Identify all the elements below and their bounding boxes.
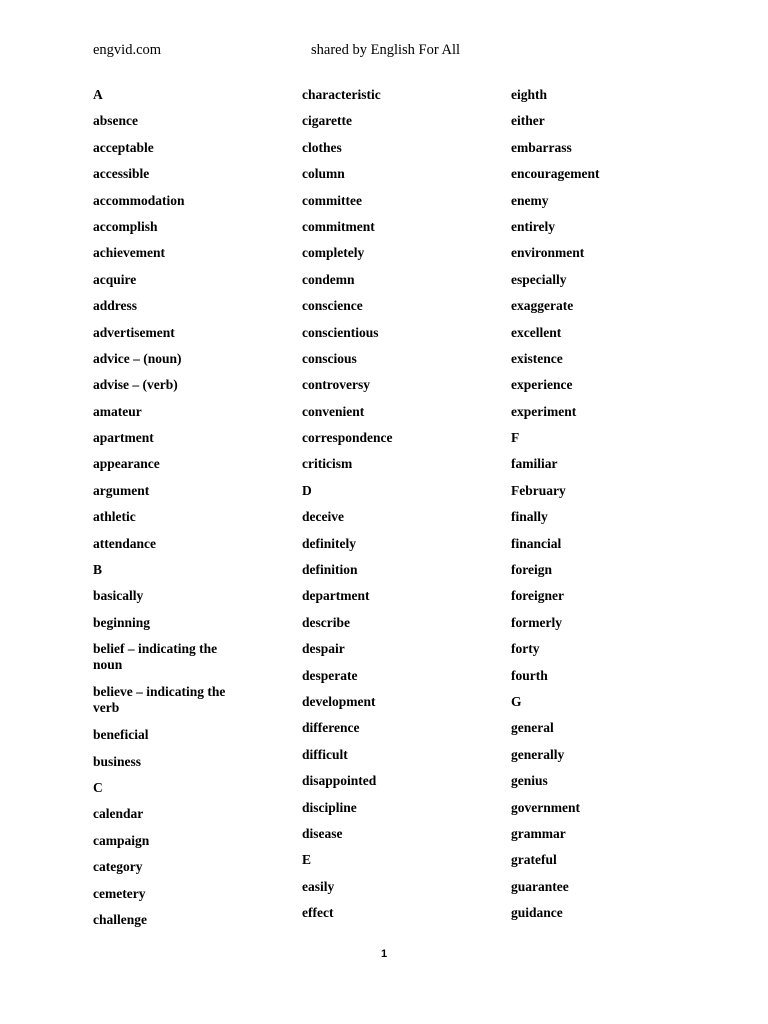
- word-item: finally: [511, 509, 548, 525]
- word-item: guarantee: [511, 878, 569, 894]
- word-item: easily: [302, 878, 335, 894]
- word-item: desperate: [302, 667, 358, 683]
- word-item: commitment: [302, 218, 375, 234]
- word-item: development: [302, 693, 376, 709]
- word-item: cigarette: [302, 113, 352, 129]
- word-item: deceive: [302, 509, 344, 525]
- word-item: existence: [511, 350, 563, 366]
- word-item: accommodation: [93, 192, 185, 208]
- word-item: grammar: [511, 825, 566, 841]
- word-item: definitely: [302, 535, 356, 551]
- word-item: environment: [511, 245, 585, 261]
- word-item: absence: [93, 113, 138, 129]
- word-item: describe: [302, 614, 350, 630]
- word-column-3: [511, 87, 711, 932]
- word-item: grateful: [511, 852, 557, 868]
- word-item: category: [93, 859, 143, 875]
- word-item: condemn: [302, 271, 355, 287]
- word-item: convenient: [302, 403, 365, 419]
- word-item: appearance: [93, 456, 160, 472]
- word-item: attendance: [93, 535, 156, 551]
- word-item: forty: [511, 641, 540, 657]
- word-item: basically: [93, 588, 144, 604]
- word-item: correspondence: [302, 430, 393, 446]
- page-number: 1: [380, 948, 388, 960]
- word-item: disappointed: [302, 773, 377, 789]
- word-item: February: [511, 482, 566, 498]
- word-column-1: [93, 87, 293, 938]
- word-item: committee: [302, 192, 362, 208]
- word-item: column: [302, 166, 345, 182]
- section-letter: G: [511, 693, 522, 709]
- word-item: believe – indicating the verb: [93, 684, 226, 716]
- section-letter: D: [302, 482, 312, 498]
- word-item: experiment: [511, 403, 577, 419]
- word-item: characteristic: [302, 87, 381, 102]
- word-item: acceptable: [93, 139, 154, 155]
- word-item: government: [511, 799, 580, 815]
- word-item: general: [511, 720, 554, 736]
- section-letter: F: [511, 430, 520, 446]
- word-item: athletic: [93, 509, 136, 525]
- word-item: controversy: [302, 377, 370, 393]
- word-item: genius: [511, 773, 548, 789]
- word-item: accomplish: [93, 218, 158, 234]
- word-item: experience: [511, 377, 573, 393]
- word-item: apartment: [93, 430, 154, 446]
- word-item: fourth: [511, 667, 548, 683]
- section-letter: A: [93, 87, 103, 102]
- word-item: address: [93, 298, 138, 314]
- word-item: conscientious: [302, 324, 379, 340]
- word-column-2: [302, 87, 502, 932]
- word-item: foreign: [511, 562, 552, 578]
- word-item: campaign: [93, 832, 150, 848]
- word-item: guidance: [511, 905, 563, 921]
- section-letter: E: [302, 852, 312, 868]
- word-item: effect: [302, 905, 334, 921]
- word-item: foreigner: [511, 588, 564, 604]
- word-item: discipline: [302, 799, 357, 815]
- word-item: cemetery: [93, 885, 146, 901]
- word-item: amateur: [93, 403, 142, 419]
- word-item: enemy: [511, 192, 549, 208]
- word-item: excellent: [511, 324, 562, 340]
- word-item: conscious: [302, 350, 357, 366]
- word-item: conscience: [302, 298, 363, 314]
- word-item: despair: [302, 641, 345, 657]
- word-item: formerly: [511, 614, 562, 630]
- word-item: business: [93, 753, 142, 769]
- word-item: especially: [511, 271, 567, 287]
- word-item: entirely: [511, 218, 555, 234]
- word-item: disease: [302, 825, 343, 841]
- word-item: difference: [302, 720, 360, 736]
- word-item: challenge: [93, 911, 147, 927]
- site-name: engvid.com: [93, 42, 162, 58]
- word-item: advise – (verb): [93, 377, 178, 393]
- word-item: completely: [302, 245, 365, 261]
- word-item: acquire: [93, 271, 137, 287]
- word-item: clothes: [302, 139, 342, 155]
- word-item: embarrass: [511, 139, 572, 155]
- section-letter: C: [93, 779, 103, 795]
- word-item: financial: [511, 535, 562, 551]
- word-item: exaggerate: [511, 298, 574, 314]
- word-item: achievement: [93, 245, 165, 261]
- word-item: belief – indicating the noun: [93, 641, 218, 673]
- word-item: familiar: [511, 456, 558, 472]
- word-item: generally: [511, 746, 565, 762]
- word-item: department: [302, 588, 370, 604]
- word-item: definition: [302, 562, 358, 578]
- section-letter: B: [93, 562, 103, 578]
- word-item: advertisement: [93, 324, 175, 340]
- shared-by-text: shared by English For All: [311, 42, 461, 58]
- word-item: encouragement: [511, 166, 600, 182]
- word-item: argument: [93, 482, 150, 498]
- word-item: beginning: [93, 614, 151, 630]
- word-item: eighth: [511, 87, 548, 102]
- word-item: advice – (noun): [93, 350, 182, 366]
- word-item: beneficial: [93, 727, 149, 743]
- word-item: criticism: [302, 456, 353, 472]
- word-item: accessible: [93, 166, 150, 182]
- page-header: [0, 42, 768, 62]
- word-item: difficult: [302, 746, 348, 762]
- word-item: calendar: [93, 806, 144, 822]
- word-item: either: [511, 113, 545, 129]
